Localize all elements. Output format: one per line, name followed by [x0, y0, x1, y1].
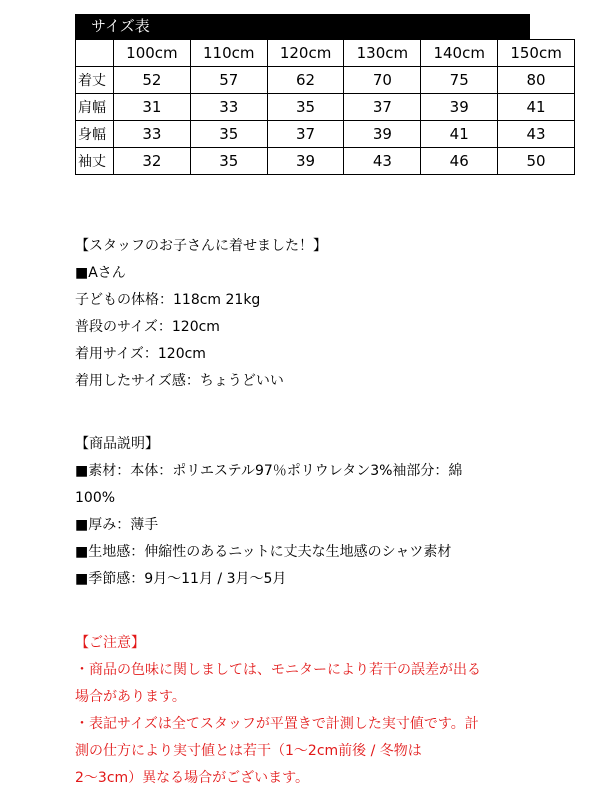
size-table-title: サイズ表	[75, 14, 530, 39]
description-texture: ■生地感：伸縮性のあるニットに丈夫な生地感のシャツ素材	[75, 544, 452, 560]
table-cell: 35	[190, 148, 267, 175]
table-cell: 39	[421, 94, 498, 121]
size-header-cell: 130cm	[344, 40, 421, 67]
description-section	[75, 431, 530, 593]
staff-section	[75, 233, 530, 395]
table-corner-cell	[76, 40, 114, 67]
table-cell: 31	[114, 94, 191, 121]
staff-usual-size: 普段のサイズ：120cm	[75, 319, 220, 335]
size-header-row	[76, 40, 575, 67]
row-label-width: 身幅	[76, 121, 114, 148]
notice-item-size-cont: 測の仕方により実寸値とは若干（1～2cm前後 / 冬物は	[75, 743, 422, 759]
table-cell: 62	[267, 67, 344, 94]
row-label-sleeve: 袖丈	[76, 148, 114, 175]
staff-person: ■Aさん	[75, 265, 126, 281]
notice-item-size-cont2: 2～3cm）異なる場合がございます。	[75, 770, 310, 786]
table-cell: 70	[344, 67, 421, 94]
staff-fit: 着用したサイズ感：ちょうどいい	[75, 373, 284, 389]
row-label-length: 着丈	[76, 67, 114, 94]
size-table	[75, 39, 575, 175]
size-header-cell: 110cm	[190, 40, 267, 67]
table-cell: 32	[114, 148, 191, 175]
table-cell: 39	[267, 148, 344, 175]
description-material: ■素材：本体：ポリエステル97％ポリウレタン3%袖部分：綿	[75, 463, 463, 479]
table-row	[76, 67, 575, 94]
table-cell: 43	[498, 121, 575, 148]
table-cell: 46	[421, 148, 498, 175]
description-thickness: ■厚み：薄手	[75, 517, 159, 533]
table-cell: 50	[498, 148, 575, 175]
table-row	[76, 148, 575, 175]
size-header-cell: 120cm	[267, 40, 344, 67]
table-cell: 43	[344, 148, 421, 175]
table-cell: 33	[190, 94, 267, 121]
description-season: ■季節感：9月～11月 / 3月～5月	[75, 571, 287, 587]
description-heading: 【商品説明】	[75, 436, 159, 452]
notice-section	[75, 630, 530, 792]
description-material-cont: 100%	[75, 490, 116, 506]
table-cell: 35	[267, 94, 344, 121]
table-cell: 52	[114, 67, 191, 94]
table-cell: 33	[114, 121, 191, 148]
table-cell: 37	[267, 121, 344, 148]
table-row	[76, 94, 575, 121]
notice-item-size: ・表記サイズは全てスタッフが平置きで計測した実寸値です。計	[75, 716, 479, 732]
notice-item-color-cont: 場合があります。	[75, 689, 186, 705]
table-cell: 41	[421, 121, 498, 148]
staff-worn-size: 着用サイズ：120cm	[75, 346, 206, 362]
notice-heading: 【ご注意】	[75, 635, 145, 651]
size-header-cell: 140cm	[421, 40, 498, 67]
table-cell: 57	[190, 67, 267, 94]
table-cell: 41	[498, 94, 575, 121]
table-cell: 37	[344, 94, 421, 121]
size-table-section	[75, 14, 562, 175]
size-header-cell: 100cm	[114, 40, 191, 67]
table-cell: 80	[498, 67, 575, 94]
table-cell: 35	[190, 121, 267, 148]
row-label-shoulder: 肩幅	[76, 94, 114, 121]
size-header-cell: 150cm	[498, 40, 575, 67]
table-row	[76, 121, 575, 148]
staff-heading: 【スタッフのお子さんに着せました！】	[75, 238, 327, 254]
staff-body: 子どもの体格：118cm 21kg	[75, 292, 261, 308]
table-cell: 39	[344, 121, 421, 148]
table-cell: 75	[421, 67, 498, 94]
notice-item-color: ・商品の色味に関しましては、モニターにより若干の誤差が出る	[75, 662, 481, 678]
